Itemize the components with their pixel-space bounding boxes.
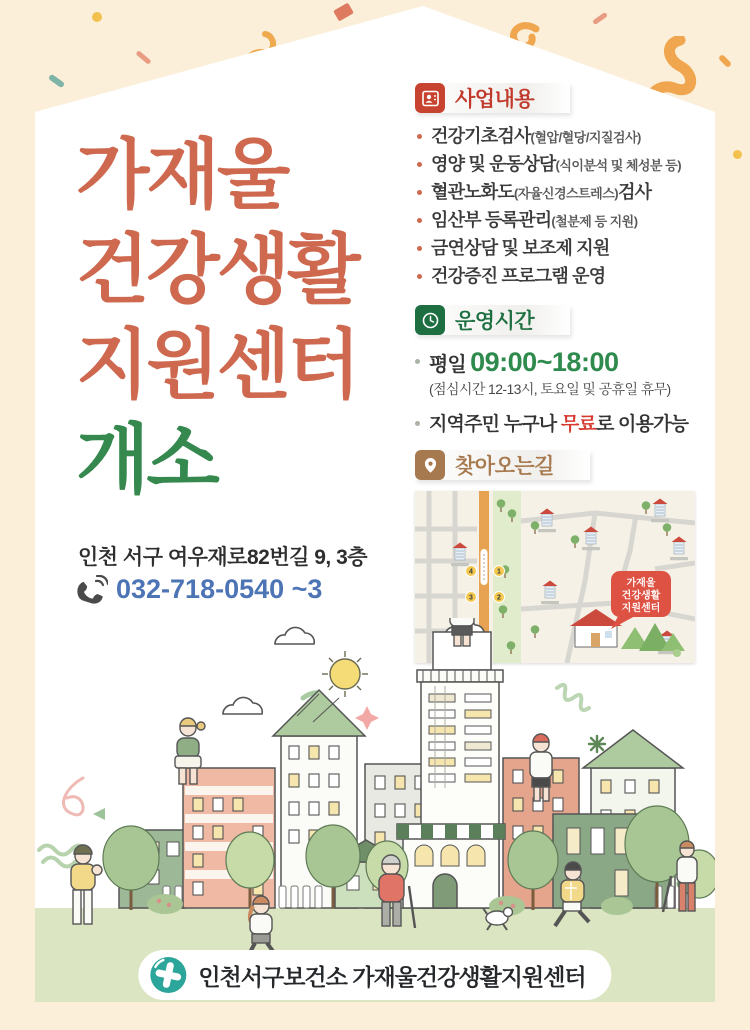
id-card-icon bbox=[415, 83, 445, 113]
medical-cross-icon bbox=[148, 955, 188, 995]
business-item-main: 건강기초검사 bbox=[431, 126, 531, 146]
map-bubble-line: 지원센터 bbox=[621, 603, 661, 614]
clock-icon bbox=[415, 305, 445, 335]
business-item-main: 영양 및 운동상담 bbox=[431, 154, 556, 174]
svg-text:2: 2 bbox=[497, 594, 501, 602]
map-bubble-line: 가재울 bbox=[626, 578, 656, 589]
hours-note: (점심시간 12-13시, 토요일 및 공휴일 휴무) bbox=[429, 381, 671, 397]
hours-time: 09:00~18:00 bbox=[470, 347, 619, 377]
title-line: 건강생활 bbox=[76, 228, 358, 313]
business-item-main: 건강증진 프로그램 운영 bbox=[431, 266, 606, 286]
map-bubble-line: 건강생활 bbox=[621, 590, 661, 602]
svg-text:3: 3 bbox=[469, 594, 473, 602]
business-item-sub: (혈압/혈당/지질검사) bbox=[530, 130, 641, 145]
business-item bbox=[417, 235, 707, 263]
business-item-sub: (자율신경스트레스) bbox=[513, 186, 619, 201]
cloud-icon bbox=[223, 697, 262, 714]
hours-row bbox=[415, 347, 707, 378]
business-item bbox=[417, 151, 707, 179]
phone-icon bbox=[74, 575, 108, 605]
map-pin-icon bbox=[415, 450, 445, 480]
confetti-slash bbox=[135, 50, 151, 65]
section-business-heading bbox=[415, 83, 570, 113]
business-item-main: 금연상담 및 보조제 지원 bbox=[431, 238, 610, 258]
footer-badge bbox=[138, 950, 611, 1000]
section-directions-heading bbox=[415, 450, 590, 480]
org-name: 인천서구보건소 가재울건강생활지원센터 bbox=[198, 963, 586, 990]
svg-text:4: 4 bbox=[469, 568, 473, 576]
section-hours-heading bbox=[415, 305, 570, 335]
business-item-main: 임산부 등록관리 bbox=[431, 210, 552, 230]
free-use-pre: 지역주민 누구나 bbox=[429, 414, 561, 435]
svg-text:1: 1 bbox=[497, 568, 501, 576]
confetti-slash bbox=[592, 12, 608, 25]
pink-star bbox=[355, 706, 379, 730]
business-item bbox=[417, 123, 707, 151]
business-item bbox=[417, 263, 707, 291]
confetti-chunk bbox=[333, 3, 354, 22]
business-item-sub: (식이분석 및 체성분 등) bbox=[555, 158, 682, 173]
title-line: 지원센터 bbox=[76, 323, 358, 408]
phone-row bbox=[74, 574, 322, 605]
hours-weekday: 평일 bbox=[429, 354, 466, 376]
business-item-tail: 검사 bbox=[618, 182, 652, 202]
green-asterisk bbox=[589, 736, 605, 752]
town-illustration bbox=[35, 618, 715, 1002]
address-line: 인천 서구 여우재로82번길 9, 3층 bbox=[78, 546, 368, 569]
confetti-slash bbox=[48, 74, 65, 89]
section-directions-label: 찾아오는길 bbox=[455, 455, 554, 478]
free-use-row bbox=[415, 409, 707, 436]
section-hours-label: 운영시간 bbox=[455, 310, 535, 333]
green-triangle bbox=[93, 808, 105, 820]
business-item bbox=[417, 207, 707, 235]
info-column bbox=[415, 83, 707, 663]
section-business-label: 사업내용 bbox=[455, 88, 535, 111]
title-line: 가재울 bbox=[76, 133, 288, 218]
cloud-icon bbox=[275, 627, 314, 644]
business-list bbox=[417, 123, 707, 291]
confetti-dot bbox=[92, 12, 102, 22]
title-accent: 개소 bbox=[76, 418, 217, 503]
free-use-word: 무료 bbox=[560, 414, 596, 435]
confetti-dot bbox=[733, 150, 742, 159]
business-item-sub: (철분제 등 지원) bbox=[551, 214, 638, 229]
business-item-main: 혈관노화도 bbox=[431, 182, 514, 202]
main-title bbox=[76, 128, 358, 508]
free-use-post: 로 이용가능 bbox=[595, 414, 689, 435]
business-item bbox=[417, 179, 707, 207]
confetti-slash bbox=[718, 54, 732, 68]
green-zigzag bbox=[43, 858, 75, 867]
phone-number: 032-718-0540 ~3 bbox=[116, 574, 323, 604]
green-wave-squiggle bbox=[557, 685, 589, 710]
pink-squiggle bbox=[64, 778, 84, 815]
sun-icon bbox=[322, 651, 368, 697]
